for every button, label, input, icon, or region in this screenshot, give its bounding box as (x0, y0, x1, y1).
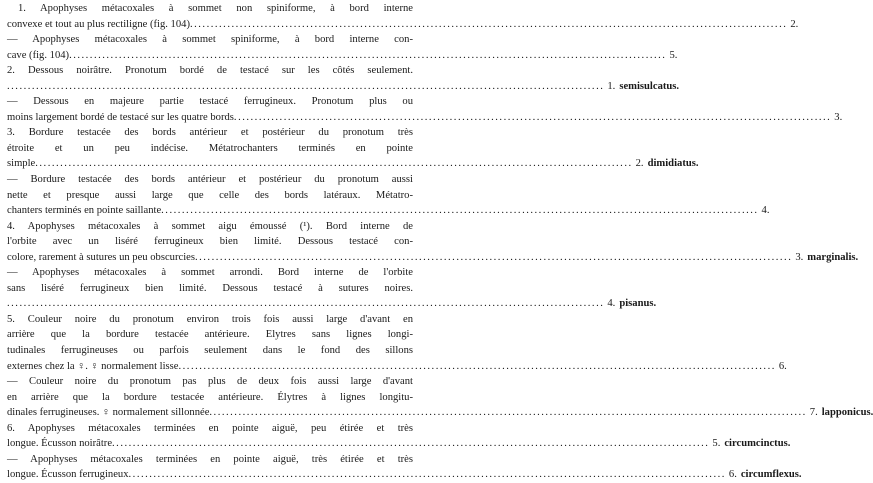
key-line-text: — Apophyses métacoxales à sommet spiniforme, à bord interne con- (7, 34, 413, 46)
couplet-reference: 4. (761, 205, 770, 217)
key-line-text: simple (7, 158, 36, 170)
key-line-text: moins largement bordé de testacé sur les quatre bords (7, 111, 234, 123)
key-line-text: colore, rarement à sutures un peu obscurcies (7, 251, 195, 263)
key-line (7, 141, 413, 157)
key-line (7, 203, 770, 219)
key-line (7, 125, 413, 141)
species-number: 5. (712, 438, 721, 450)
species-name: circumcinctus. (724, 438, 791, 450)
key-line (7, 421, 413, 437)
key-line (7, 452, 413, 468)
species-name: circumflexus. (740, 469, 802, 481)
key-line-text: — Apophyses métacoxales terminées en pointe aiguë, très étirée et très (7, 453, 413, 465)
key-line-text: 2. Dessous noirâtre. Pronotum bordé de testacé sur les côtés seulement. (7, 65, 413, 77)
key-line (7, 374, 413, 390)
key-line-text: longue. Écusson noirâtre (7, 438, 113, 450)
species-name: marginalis. (807, 251, 859, 263)
key-line (7, 110, 843, 126)
dot-leader (35, 156, 632, 172)
key-line-text: en arrière que la bordure testacée antérieure. Élytres à lignes longitu- (7, 391, 413, 403)
key-line (7, 281, 413, 297)
key-line-text: 3. Bordure testacée des bords antérieur et postérieur du pronotum très (7, 127, 413, 139)
key-line-text: sans liséré ferrugineux bien limité. Dessous testacé à sutures noires. (7, 282, 413, 294)
key-line-text: convexe et tout au plus rectiligne (fig. 104) (7, 18, 190, 30)
couplet-reference: 6. (778, 360, 787, 372)
key-line (7, 467, 802, 483)
key-line-text: tudinales ferrugineuses ou parfois seulement dans le fond des sillons (7, 345, 413, 357)
key-line (7, 390, 413, 406)
key-line (7, 79, 680, 95)
key-line-text: chanters terminés en pointe saillante (7, 205, 162, 217)
couplet-reference: 5. (669, 49, 678, 61)
key-line (7, 48, 678, 64)
couplet-reference: 2. (790, 18, 799, 30)
key-line-text: 4. Apophyses métacoxales à sommet aigu émoussé (¹). Bord interne de (7, 220, 413, 232)
key-line-text: 1. Apophyses métacoxales à sommet non spiniforme, à bord interne (18, 3, 413, 14)
dot-leader (179, 359, 776, 375)
species-name: lapponicus. (821, 407, 873, 419)
key-line-text: longue. Écusson ferrugineux (7, 469, 129, 481)
key-line (7, 250, 859, 266)
key-line-text: nette et presque aussi large que celle des bords latéraux. Métatro- (7, 189, 413, 201)
couplet-reference: 3. (834, 111, 843, 123)
key-line (7, 327, 413, 343)
species-number: 7. (809, 407, 818, 419)
key-line (7, 436, 791, 452)
dot-leader (209, 405, 806, 421)
species-name: dimidiatus. (647, 158, 699, 170)
key-line-text: 6. Apophyses métacoxales terminées en pointe aiguë, peu étirée et très (7, 422, 413, 434)
species-number: 4. (607, 298, 616, 310)
species-name: pisanus. (619, 298, 657, 310)
key-line (7, 296, 657, 312)
key-line-text: cave (fig. 104) (7, 49, 70, 61)
dot-leader (112, 436, 709, 452)
key-line-text: — Apophyses métacoxales à sommet arrondi. Bord interne de l'orbite (7, 267, 413, 279)
key-line-text: — Dessous en majeure partie testacé ferrugineux. Pronotum plus ou (7, 96, 413, 108)
key-line (7, 17, 799, 33)
key-line-text: l'orbite avec un liséré ferrugineux bien limité. Dessous testacé con- (7, 236, 413, 248)
dot-leader (69, 48, 666, 64)
dot-leader (190, 17, 787, 33)
key-line (7, 1, 413, 17)
key-line (7, 32, 413, 48)
species-name: semisulcatus. (619, 80, 680, 92)
key-line (7, 63, 413, 79)
key-line-text: externes chez la ♀. ♀ normalement lisse (7, 360, 179, 372)
dot-leader (129, 467, 726, 483)
key-line-text: étroite et un peu indécise. Métatrochanters terminés en pointe (7, 142, 413, 154)
dot-leader (195, 250, 792, 266)
key-line (7, 312, 413, 328)
key-line (7, 265, 413, 281)
dot-leader (161, 203, 758, 219)
key-line (7, 219, 413, 235)
key-line (7, 234, 413, 250)
key-line-text: arrière que la bordure testacée antérieure. Elytres sans lignes longi- (7, 329, 413, 341)
species-number: 3. (795, 251, 804, 263)
dot-leader (7, 296, 604, 312)
key-line (7, 343, 413, 359)
species-number: 1. (607, 80, 616, 92)
key-line (7, 172, 413, 188)
dot-leader (234, 110, 831, 126)
dot-leader (7, 79, 604, 95)
key-line-text: — Couleur noire du pronotum pas plus de deux fois aussi large d'avant (7, 376, 413, 388)
key-line-text: 5. Couleur noire du pronotum environ trois fois aussi large d'avant en (7, 313, 413, 325)
key-line (7, 405, 873, 421)
species-number: 2. (635, 158, 644, 170)
species-number: 6. (728, 469, 737, 481)
key-line (7, 94, 413, 110)
key-line-text: dinales ferrugineuses. ♀ normalement sillonnée (7, 407, 210, 419)
key-line (7, 188, 413, 204)
key-line (7, 359, 787, 375)
key-line (7, 156, 699, 172)
key-line-text: — Bordure testacée des bords antérieur et postérieur du pronotum aussi (7, 174, 413, 186)
